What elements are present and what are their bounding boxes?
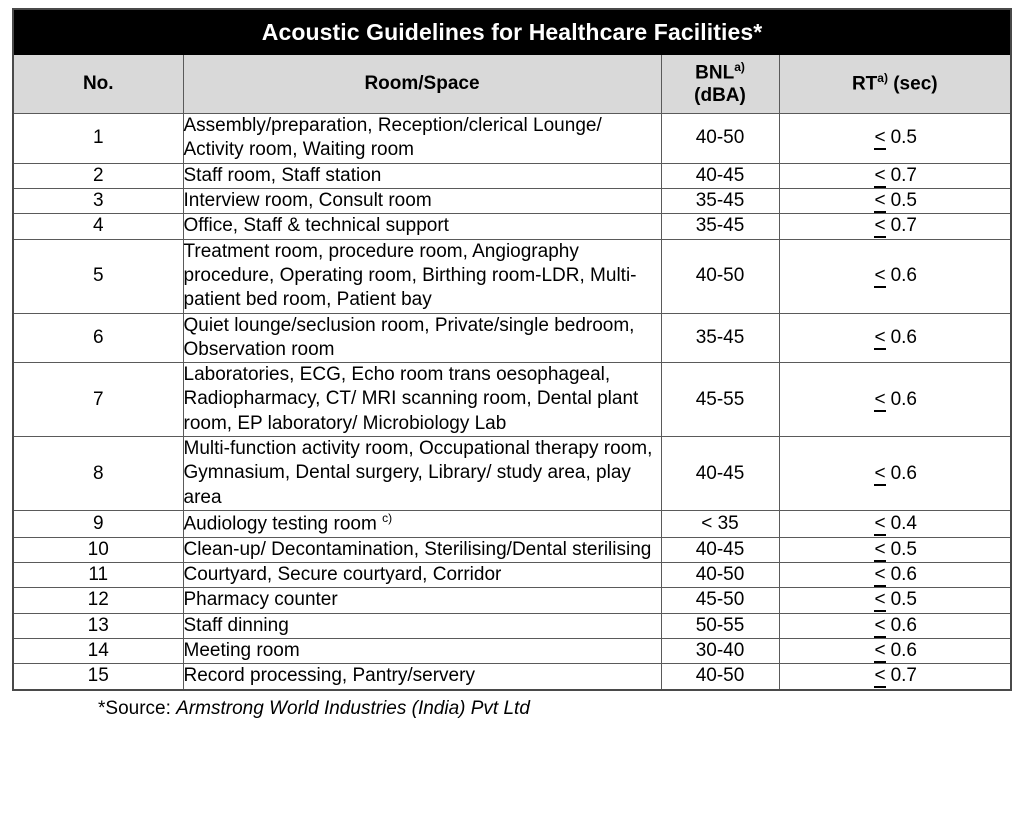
cell-rt xyxy=(779,437,1011,511)
less-than-or-equal-icon xyxy=(873,265,888,287)
table-row xyxy=(13,163,1011,188)
table-row xyxy=(13,511,1011,538)
less-than-or-equal-icon xyxy=(873,190,888,212)
table-row xyxy=(13,114,1011,164)
cell-no: 1 xyxy=(13,114,183,164)
less-than-or-equal-icon xyxy=(873,389,888,411)
room-space-text: Assembly/preparation, Reception/clerical Lounge/ Activity room, Waiting room xyxy=(183,115,602,161)
room-space-text: Pharmacy counter xyxy=(183,589,338,611)
rt-value: 0.6 xyxy=(890,265,917,287)
less-than-or-equal-icon xyxy=(873,640,888,662)
cell-rt xyxy=(779,588,1011,613)
room-space-text: Interview room, Consult room xyxy=(183,189,432,211)
rt-value: 0.4 xyxy=(890,512,917,534)
table-body xyxy=(13,114,1011,690)
cell-room-space xyxy=(183,562,661,587)
rt-footnote-marker: a) xyxy=(877,71,888,86)
cell-bnl: 45-55 xyxy=(661,363,779,437)
cell-bnl: < 35 xyxy=(661,511,779,538)
cell-bnl: 35-45 xyxy=(661,214,779,239)
table-row xyxy=(13,613,1011,638)
cell-rt xyxy=(779,638,1011,663)
cell-no: 5 xyxy=(13,239,183,313)
rt-value: 0.6 xyxy=(890,326,917,348)
table-head xyxy=(13,9,1011,114)
cell-bnl: 40-50 xyxy=(661,562,779,587)
cell-rt xyxy=(779,239,1011,313)
cell-rt xyxy=(779,562,1011,587)
cell-rt xyxy=(779,664,1011,690)
cell-rt xyxy=(779,214,1011,239)
column-header-room-space: Room/Space xyxy=(183,55,661,114)
table-row xyxy=(13,588,1011,613)
cell-bnl: 50-55 xyxy=(661,613,779,638)
less-than-or-equal-icon xyxy=(873,327,888,349)
cell-room-space xyxy=(183,613,661,638)
less-than-or-equal-icon xyxy=(873,127,888,149)
table-row xyxy=(13,537,1011,562)
cell-bnl: 45-50 xyxy=(661,588,779,613)
bnl-footnote-marker: a) xyxy=(734,60,745,75)
table-row xyxy=(13,562,1011,587)
table-row xyxy=(13,363,1011,437)
cell-bnl: 40-50 xyxy=(661,664,779,690)
room-space-text: Staff dinning xyxy=(183,614,289,636)
less-than-or-equal-icon xyxy=(873,165,888,187)
less-than-or-equal-icon xyxy=(873,463,888,485)
cell-bnl: 40-45 xyxy=(661,537,779,562)
cell-no: 8 xyxy=(13,437,183,511)
bnl-unit: (dBA) xyxy=(694,85,746,107)
less-than-or-equal-icon xyxy=(873,615,888,637)
bnl-label: BNL xyxy=(695,62,735,84)
rt-label: RT xyxy=(851,73,878,95)
cell-rt xyxy=(779,114,1011,164)
rt-value: 0.5 xyxy=(890,190,917,212)
less-than-or-equal-icon xyxy=(873,665,888,687)
room-space-text: Meeting room xyxy=(183,639,300,661)
table-row xyxy=(13,188,1011,213)
cell-room-space xyxy=(183,114,661,164)
rt-value: 0.7 xyxy=(890,164,917,186)
rt-value: 0.7 xyxy=(890,215,917,237)
room-footnote-marker: c) xyxy=(382,511,393,525)
cell-bnl: 40-45 xyxy=(661,437,779,511)
room-space-text: Courtyard, Secure courtyard, Corridor xyxy=(183,563,502,585)
cell-no: 11 xyxy=(13,562,183,587)
room-space-text: Office, Staff & technical support xyxy=(183,215,449,237)
room-space-text: Audiology testing room xyxy=(183,513,377,535)
cell-rt xyxy=(779,511,1011,538)
cell-room-space xyxy=(183,363,661,437)
acoustic-guidelines-table xyxy=(12,8,1012,691)
cell-room-space xyxy=(183,214,661,239)
column-header-rt xyxy=(779,55,1011,114)
less-than-or-equal-icon xyxy=(873,539,888,561)
cell-bnl: 35-45 xyxy=(661,188,779,213)
table-row xyxy=(13,313,1011,363)
cell-no: 15 xyxy=(13,664,183,690)
table-title: Acoustic Guidelines for Healthcare Facilities* xyxy=(13,9,1011,55)
rt-value: 0.6 xyxy=(890,462,917,484)
column-header-no: No. xyxy=(13,55,183,114)
column-header-bnl xyxy=(661,55,779,114)
cell-rt xyxy=(779,163,1011,188)
room-space-text: Treatment room, procedure room, Angiography procedure, Operating room, Birthing room-LDR, Multi-patient bed room, Patient bay xyxy=(183,240,637,311)
table-row xyxy=(13,437,1011,511)
cell-rt xyxy=(779,613,1011,638)
cell-room-space xyxy=(183,313,661,363)
cell-rt xyxy=(779,313,1011,363)
cell-bnl: 40-45 xyxy=(661,163,779,188)
cell-no: 6 xyxy=(13,313,183,363)
cell-no: 14 xyxy=(13,638,183,663)
less-than-or-equal-icon xyxy=(873,513,888,535)
cell-no: 10 xyxy=(13,537,183,562)
rt-value: 0.5 xyxy=(890,589,917,611)
table-row xyxy=(13,239,1011,313)
cell-room-space xyxy=(183,188,661,213)
cell-no: 3 xyxy=(13,188,183,213)
cell-no: 9 xyxy=(13,511,183,538)
table-row xyxy=(13,638,1011,663)
title-row xyxy=(13,9,1011,55)
cell-rt xyxy=(779,188,1011,213)
cell-bnl: 40-50 xyxy=(661,114,779,164)
room-space-text: Clean-up/ Decontamination, Sterilising/Dental sterilising xyxy=(183,538,652,560)
table-row xyxy=(13,214,1011,239)
cell-room-space xyxy=(183,163,661,188)
room-space-text: Staff room, Staff station xyxy=(183,164,382,186)
header-row xyxy=(13,55,1011,114)
rt-value: 0.6 xyxy=(890,388,917,410)
cell-bnl: 35-45 xyxy=(661,313,779,363)
rt-value: 0.6 xyxy=(890,614,917,636)
cell-room-space xyxy=(183,511,661,538)
cell-room-space xyxy=(183,239,661,313)
cell-room-space xyxy=(183,664,661,690)
rt-value: 0.6 xyxy=(890,640,917,662)
cell-room-space xyxy=(183,537,661,562)
room-space-text: Record processing, Pantry/servery xyxy=(183,665,475,687)
less-than-or-equal-icon xyxy=(873,589,888,611)
cell-room-space xyxy=(183,638,661,663)
rt-value: 0.6 xyxy=(890,564,917,586)
cell-bnl: 40-50 xyxy=(661,239,779,313)
source-label: *Source: xyxy=(98,697,177,719)
cell-room-space xyxy=(183,588,661,613)
cell-no: 4 xyxy=(13,214,183,239)
rt-unit: (sec) xyxy=(887,73,938,95)
cell-bnl: 30-40 xyxy=(661,638,779,663)
cell-rt xyxy=(779,537,1011,562)
less-than-or-equal-icon xyxy=(873,564,888,586)
room-space-text: Laboratories, ECG, Echo room trans oesophageal, Radiopharmacy, CT/ MRI scanning room, Dental plant room, EP laboratory/ Microbiology Lab xyxy=(183,364,639,434)
source-value: Armstrong World Industries (India) Pvt Ltd xyxy=(176,697,530,719)
source-footnote xyxy=(12,697,1010,721)
cell-room-space xyxy=(183,437,661,511)
cell-no: 13 xyxy=(13,613,183,638)
room-space-text: Multi-function activity room, Occupational therapy room, Gymnasium, Dental surgery, Library/ study area, play area xyxy=(183,438,653,508)
rt-value: 0.7 xyxy=(890,665,917,687)
room-space-text: Quiet lounge/seclusion room, Private/single bedroom, Observation room xyxy=(183,314,635,360)
cell-no: 12 xyxy=(13,588,183,613)
rt-value: 0.5 xyxy=(890,538,917,560)
cell-no: 7 xyxy=(13,363,183,437)
cell-no: 2 xyxy=(13,163,183,188)
table-row xyxy=(13,664,1011,690)
cell-rt xyxy=(779,363,1011,437)
rt-value: 0.5 xyxy=(890,127,917,149)
less-than-or-equal-icon xyxy=(873,215,888,237)
